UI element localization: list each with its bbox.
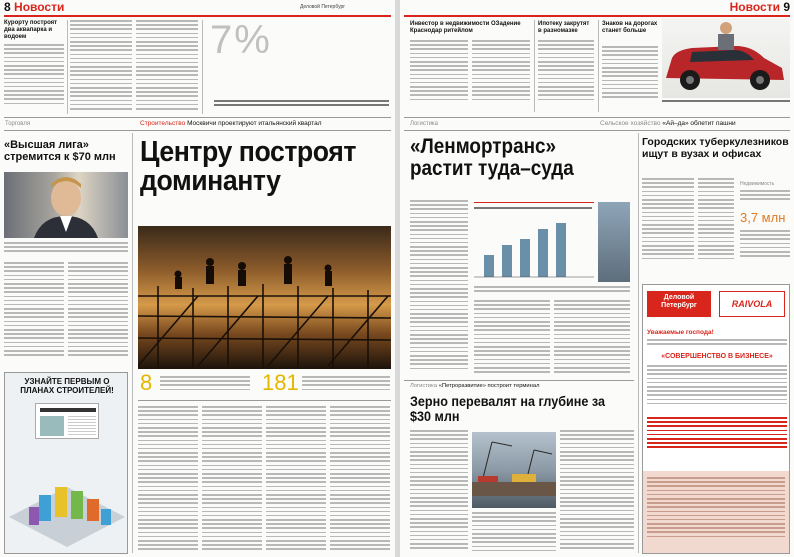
tb-text-col-1 <box>642 178 694 264</box>
lenmor-text-col-2 <box>474 300 550 376</box>
right-page <box>400 0 794 557</box>
grain-headline: Зерно перевалят на глубине за $30 млн <box>410 393 606 424</box>
car-caption <box>662 100 790 108</box>
construction-kicker <box>140 120 390 128</box>
rubric-realty: Недвижимость <box>740 181 775 187</box>
top-story-1-title: Курорту построят два аквапарка и водоем <box>4 20 58 40</box>
column-divider <box>202 20 203 114</box>
rubric-logistics: Логистика <box>410 121 439 127</box>
lenmor-chart <box>474 202 594 282</box>
ad-body-1 <box>647 365 787 409</box>
left-page-header <box>4 0 64 15</box>
top-story-signs-title: Знаков на дорогах станет больше <box>602 21 658 34</box>
tb-headline: Городских туберкулезников ищут в вузах и офисах <box>642 136 789 160</box>
tb-text-col-2 <box>698 178 734 264</box>
lenmor-text-col-3 <box>554 300 630 376</box>
chart-caption <box>474 286 630 296</box>
portrait-photo <box>4 172 128 238</box>
left-header-rule <box>4 15 391 17</box>
lenmor-text-col-1 <box>410 200 468 376</box>
investor-text-col-2 <box>472 40 530 106</box>
section-rule <box>138 400 391 401</box>
left-masthead: Деловой Петербург <box>300 4 346 10</box>
portrait-caption <box>4 242 128 258</box>
ad-builders-title: УЗНАЙТЕ ПЕРВЫМ О ПЛАНАХ СТРОИТЕЛЕЙ! <box>20 377 114 395</box>
construction-photo <box>138 226 391 369</box>
stat-caption <box>214 100 389 114</box>
right-section-name: Новости <box>729 0 780 14</box>
agri-kicker-text: «Ай–да» облетит пашни <box>662 120 736 127</box>
stat-percent: 7% <box>210 18 272 62</box>
left-section-name: Новости <box>14 0 65 14</box>
ad-newspaper-image <box>35 403 99 439</box>
top-story-investor-title: Инвестор в недвижимости ОЗадение Краснодар ритейлом <box>410 21 521 34</box>
ad-footer-panel <box>643 471 789 553</box>
trade-headline: «Высшая лига» стремится к $70 млн <box>4 139 116 163</box>
side-price: 3,7 млн <box>740 210 786 225</box>
trade-text-col-1 <box>4 262 64 362</box>
number-8-caption <box>160 376 250 396</box>
grain-kicker-row <box>410 382 636 390</box>
ad-bullets <box>647 417 787 465</box>
right-header-rule <box>404 15 790 17</box>
main-text-col-1 <box>138 406 198 554</box>
rubric-logistics-2: Логистика <box>410 383 438 389</box>
grain-kicker-text: «Петроразвитие» построит терминал <box>438 383 540 389</box>
construction-kicker-text: Москвичи проектируют итальянский квартал <box>187 120 322 127</box>
main-text-col-2 <box>202 406 262 554</box>
number-181-caption <box>302 376 390 396</box>
side-price-caption <box>740 230 790 264</box>
top-story-mortgage-title: Ипотеку закрутят в разномазке <box>538 21 590 34</box>
ad-brand-2: RAIVOLA <box>719 291 785 317</box>
agri-kicker <box>600 120 790 128</box>
section-rule <box>4 117 391 118</box>
mortgage-text <box>538 40 594 106</box>
column-divider <box>534 20 535 112</box>
conference-ad[interactable] <box>642 284 790 554</box>
main-text-col-3 <box>266 406 326 554</box>
trade-text-col-2 <box>68 262 128 362</box>
ad-builders[interactable] <box>4 372 128 554</box>
column-divider <box>638 133 639 553</box>
top-story-1-text <box>4 44 64 109</box>
section-rule <box>4 130 391 131</box>
section-rule <box>404 130 790 131</box>
column-divider <box>598 20 599 112</box>
main-text-col-4 <box>330 406 390 554</box>
left-page-number: 8 <box>4 0 11 14</box>
ad-intro-text <box>647 339 787 351</box>
chart-title <box>474 207 592 213</box>
column-divider <box>132 133 133 553</box>
rubric-agriculture: Сельское хозяйство <box>600 120 661 127</box>
grain-text-col-1 <box>410 430 468 554</box>
car-photo <box>662 18 790 98</box>
ad-conference-name: «СОВЕРШЕНСТВО В БИЗНЕСЕ» <box>661 353 773 360</box>
section-rule <box>404 380 634 381</box>
rubric-construction: Строительство <box>140 120 186 127</box>
rubric-trade: Торговля <box>5 121 31 127</box>
ad-brand-1: Деловой Петербург <box>647 291 711 317</box>
left-page <box>0 0 395 557</box>
column-divider <box>67 20 68 114</box>
section-rule <box>404 117 790 118</box>
right-page-header <box>730 0 790 15</box>
ad-footer-text <box>647 477 785 549</box>
terminal-photo <box>472 432 556 508</box>
main-headline: Центру построят доминанту <box>140 136 356 197</box>
port-thumb <box>598 202 630 282</box>
signs-text <box>602 46 658 106</box>
investor-text-col-1 <box>410 40 468 106</box>
grain-text-col-3 <box>560 430 634 554</box>
top-story-3-text <box>136 20 198 114</box>
side-note-text <box>740 190 790 208</box>
ad-blocks-illustration <box>9 447 125 551</box>
grain-text-col-2 <box>472 512 556 554</box>
right-page-number: 9 <box>783 0 790 14</box>
ad-greeting: Уважаемые господа! <box>647 329 714 336</box>
big-number-181: 181 <box>262 370 299 395</box>
big-number-8: 8 <box>140 370 153 395</box>
top-story-2-text <box>70 20 132 114</box>
lenmor-headline: «Ленмортранс» растит туда–суда <box>410 135 574 180</box>
